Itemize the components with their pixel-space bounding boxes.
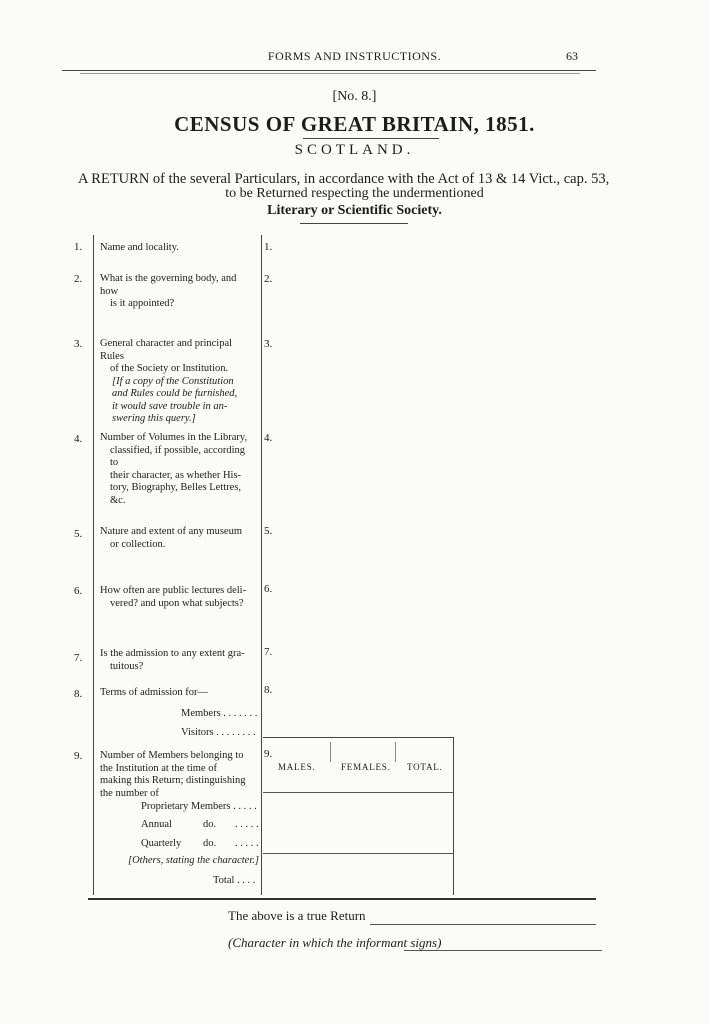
answer-number: 7. [264, 646, 273, 658]
number-column-rule [93, 235, 94, 895]
males-header: MALES. [278, 762, 316, 772]
members-table-top [263, 737, 453, 738]
answer-number: 1. [264, 241, 273, 253]
question-number: 8. [74, 688, 83, 700]
annual-ditto: do. [203, 819, 217, 830]
others-label: [Others, stating the character.] [128, 855, 259, 866]
visitors-label: Visitors . . . . . . . . [181, 727, 256, 738]
quarterly-leader: . . . . . [235, 838, 259, 849]
members-table-total-rule [263, 853, 453, 854]
society-type: Literary or Scientific Society. [267, 203, 442, 218]
question-text: Nature and extent of any museum or collection. [100, 526, 242, 550]
question-text: How often are public lectures deli- vered? and upon what subjects? [100, 585, 247, 609]
true-return-statement: The above is a true Return [228, 908, 366, 923]
quarterly-label: Quarterly [141, 838, 182, 849]
quarterly-ditto: do. [203, 838, 217, 849]
question-text: Is the admission to any extent gra- tuitous? [100, 648, 245, 672]
informant-character-label: (Character in which the informant signs) [228, 935, 442, 950]
proprietary-members-label: Proprietary Members . . . . . [141, 801, 257, 812]
question-text: Number of Members belonging to the Institution at the time of making this Return; distinguishing the number of [100, 750, 246, 799]
question-number: 2. [74, 273, 83, 285]
header-rule-thin [80, 73, 580, 74]
members-label: Members . . . . . . . [181, 708, 258, 719]
character-line[interactable] [404, 950, 602, 951]
annual-label: Annual [141, 819, 172, 830]
females-header: FEMALES. [341, 762, 391, 772]
total-label: Total . . . . [213, 875, 256, 886]
country-heading: SCOTLAND. [294, 142, 415, 158]
question-text: General character and principal Rules of the Society or Institution. [If a copy of the Constitution and Rules could be furnished, it would save trouble in an- swering this query.] [100, 338, 238, 424]
members-table-divider [395, 742, 396, 762]
total-header: TOTAL. [407, 762, 443, 772]
answer-number: 3. [264, 338, 273, 350]
page-title: CENSUS OF GREAT BRITAIN, 1851. [174, 112, 535, 136]
question-number: 1. [74, 241, 83, 253]
question-text: Number of Volumes in the Library, classified, if possible, according to their character, as whether His- tory, Biography, Belles Lettres, &c. [100, 432, 248, 506]
form-bottom-rule [88, 898, 596, 900]
answer-number: 4. [264, 432, 273, 444]
question-number: 6. [74, 585, 83, 597]
answer-number: 8. [264, 684, 273, 696]
form-number: [No. 8.] [332, 89, 377, 104]
running-title: FORMS AND INSTRUCTIONS. [267, 49, 442, 63]
question-number: 3. [74, 338, 83, 350]
members-table-divider [330, 742, 331, 762]
answer-number: 5. [264, 525, 273, 537]
answer-column-rule [261, 235, 262, 895]
question-number: 5. [74, 528, 83, 540]
question-number: 4. [74, 433, 83, 445]
title-rule [303, 138, 439, 139]
intro-line-1: A RETURN of the several Particulars, in accordance with the Act of 13 & 14 Vict., cap. 53, [78, 171, 610, 187]
question-text: Terms of admission for— [100, 687, 209, 698]
question-number: 7. [74, 652, 83, 664]
intro-line-2: to be Returned respecting the undermentioned [225, 186, 484, 201]
annual-leader: . . . . . [235, 819, 259, 830]
members-table-header-rule [263, 792, 453, 793]
answer-number: 6. [264, 583, 273, 595]
question-text: Name and locality. [100, 242, 179, 253]
answer-number: 9. [264, 748, 273, 760]
question-text: What is the governing body, and how is it appointed? [100, 273, 237, 309]
signature-line[interactable] [370, 924, 596, 925]
header-rule [62, 70, 596, 71]
question-number: 9. [74, 750, 83, 762]
answer-number: 2. [264, 273, 273, 285]
page-number: 63 [566, 49, 578, 63]
society-rule [300, 223, 408, 224]
members-table-right [453, 737, 454, 895]
